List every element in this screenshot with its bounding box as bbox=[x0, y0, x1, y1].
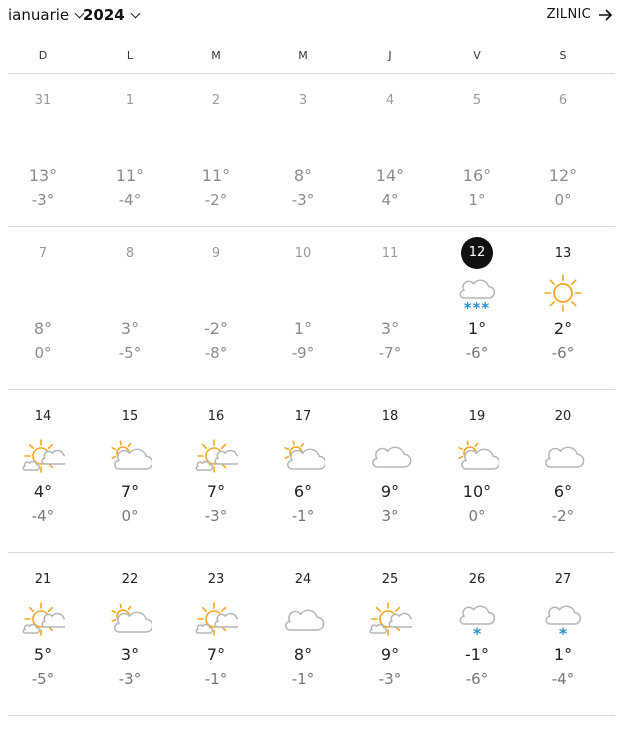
high-temp: 1° bbox=[293, 319, 313, 338]
day-cell[interactable] bbox=[0, 227, 86, 390]
high-temp: 11° bbox=[115, 166, 145, 185]
year-label: 2024 bbox=[83, 6, 125, 24]
week-row bbox=[8, 227, 615, 390]
day-cell[interactable] bbox=[87, 227, 174, 390]
low-temp: -3° bbox=[31, 191, 55, 209]
high-temp: 13° bbox=[28, 166, 58, 185]
high-temp: 9° bbox=[380, 482, 400, 501]
day-cell[interactable] bbox=[87, 553, 174, 716]
weekday-label: M bbox=[211, 49, 221, 62]
high-temp: -1° bbox=[465, 645, 489, 664]
day-number: 7 bbox=[38, 246, 48, 261]
high-temp: 3° bbox=[120, 645, 140, 664]
high-temp: 7° bbox=[120, 482, 140, 501]
high-temp: 2° bbox=[553, 319, 573, 338]
high-temp: 6° bbox=[293, 482, 313, 501]
low-temp: -5° bbox=[31, 670, 55, 688]
sun-cloud-icon bbox=[21, 436, 65, 476]
high-temp: 1° bbox=[467, 319, 487, 338]
day-cell[interactable] bbox=[173, 553, 260, 716]
day-number: 25 bbox=[381, 572, 399, 587]
low-temp: -4° bbox=[31, 507, 55, 525]
day-number: 23 bbox=[207, 572, 225, 587]
low-temp: -1° bbox=[291, 507, 315, 525]
day-number: 3 bbox=[298, 93, 308, 108]
day-number: 11 bbox=[381, 246, 399, 261]
day-cell[interactable] bbox=[347, 74, 434, 237]
high-temp: 1° bbox=[553, 645, 573, 664]
weekday-label: J bbox=[388, 49, 392, 62]
high-temp: 3° bbox=[380, 319, 400, 338]
sun-cloud-icon bbox=[21, 599, 65, 639]
arrow-right-icon bbox=[598, 9, 613, 21]
day-number: 2 bbox=[211, 93, 221, 108]
low-temp: -7° bbox=[378, 344, 402, 362]
high-temp: 6° bbox=[553, 482, 573, 501]
day-number: 31 bbox=[34, 93, 52, 108]
week-row bbox=[8, 74, 615, 227]
svg-text:***: *** bbox=[463, 299, 491, 313]
day-cell[interactable] bbox=[434, 553, 521, 716]
day-number: 8 bbox=[125, 246, 135, 261]
day-number: 27 bbox=[554, 572, 572, 587]
high-temp: 5° bbox=[33, 645, 53, 664]
sun-cloud-icon bbox=[368, 599, 412, 639]
low-temp: 1° bbox=[468, 191, 486, 209]
day-cell[interactable] bbox=[87, 74, 174, 237]
day-number: 20 bbox=[554, 409, 572, 424]
chevron-down-icon bbox=[130, 8, 140, 18]
day-cell[interactable] bbox=[173, 227, 260, 390]
high-temp: 14° bbox=[375, 166, 405, 185]
snow-heavy-icon bbox=[455, 273, 499, 313]
day-cell[interactable] bbox=[347, 390, 434, 553]
day-number: 13 bbox=[554, 246, 572, 261]
day-number: 5 bbox=[472, 93, 482, 108]
partly-cloudy-icon bbox=[281, 436, 325, 476]
high-temp: 7° bbox=[206, 482, 226, 501]
day-number: 12 bbox=[461, 237, 493, 269]
day-cell[interactable] bbox=[173, 74, 260, 237]
day-number: 18 bbox=[381, 409, 399, 424]
week-row bbox=[8, 390, 615, 553]
day-number: 16 bbox=[207, 409, 225, 424]
high-temp: 7° bbox=[206, 645, 226, 664]
low-temp: -4° bbox=[551, 670, 575, 688]
low-temp: 0° bbox=[121, 507, 139, 525]
low-temp: -6° bbox=[465, 344, 489, 362]
day-cell[interactable] bbox=[434, 74, 521, 237]
day-number: 26 bbox=[468, 572, 486, 587]
partly-cloudy-icon bbox=[108, 599, 152, 639]
month-label: ianuarie bbox=[8, 6, 70, 24]
day-cell[interactable] bbox=[347, 553, 434, 716]
weekday-label: V bbox=[473, 49, 481, 62]
low-temp: -6° bbox=[551, 344, 575, 362]
day-cell[interactable] bbox=[0, 553, 86, 716]
high-temp: 11° bbox=[201, 166, 231, 185]
day-number: 21 bbox=[34, 572, 52, 587]
day-number: 4 bbox=[385, 93, 395, 108]
daily-label: ZILNIC bbox=[546, 7, 591, 22]
high-temp: 8° bbox=[293, 166, 313, 185]
low-temp: -3° bbox=[118, 670, 142, 688]
day-number: 10 bbox=[294, 246, 312, 261]
year-select[interactable] bbox=[83, 6, 139, 24]
high-temp: 8° bbox=[293, 645, 313, 664]
week-row bbox=[8, 553, 615, 716]
high-temp: 8° bbox=[33, 319, 53, 338]
high-temp: 10° bbox=[462, 482, 492, 501]
low-temp: -2° bbox=[551, 507, 575, 525]
day-cell[interactable] bbox=[520, 227, 607, 390]
low-temp: 0° bbox=[554, 191, 572, 209]
low-temp: 0° bbox=[34, 344, 52, 362]
high-temp: 16° bbox=[462, 166, 492, 185]
weekday-label: S bbox=[559, 49, 567, 62]
high-temp: 12° bbox=[548, 166, 578, 185]
day-number: 15 bbox=[121, 409, 139, 424]
sun-icon bbox=[541, 273, 585, 313]
weekday-label: M bbox=[298, 49, 308, 62]
low-temp: -2° bbox=[204, 191, 228, 209]
day-cell[interactable] bbox=[520, 74, 607, 237]
day-number: 6 bbox=[558, 93, 568, 108]
day-number: 14 bbox=[34, 409, 52, 424]
month-select[interactable] bbox=[8, 6, 83, 24]
snow-icon bbox=[541, 599, 585, 639]
day-cell[interactable] bbox=[260, 74, 347, 237]
high-temp: -2° bbox=[204, 319, 228, 338]
low-temp: -9° bbox=[291, 344, 315, 362]
day-cell[interactable] bbox=[520, 553, 607, 716]
day-cell[interactable] bbox=[260, 227, 347, 390]
cloud-icon bbox=[541, 436, 585, 476]
sun-cloud-icon bbox=[194, 599, 238, 639]
day-cell-today[interactable] bbox=[434, 227, 521, 390]
low-temp: -1° bbox=[291, 670, 315, 688]
day-cell[interactable] bbox=[173, 390, 260, 553]
day-number: 24 bbox=[294, 572, 312, 587]
low-temp: 4° bbox=[381, 191, 399, 209]
day-cell[interactable] bbox=[260, 390, 347, 553]
high-temp: 4° bbox=[33, 482, 53, 501]
day-cell[interactable] bbox=[347, 227, 434, 390]
high-temp: 9° bbox=[380, 645, 400, 664]
cloud-icon bbox=[368, 436, 412, 476]
low-temp: -1° bbox=[204, 670, 228, 688]
low-temp: 0° bbox=[468, 507, 486, 525]
low-temp: -4° bbox=[118, 191, 142, 209]
snow-icon bbox=[455, 599, 499, 639]
day-number: 9 bbox=[211, 246, 221, 261]
svg-text:*: * bbox=[558, 624, 568, 639]
weekday-label: D bbox=[38, 49, 48, 62]
low-temp: -8° bbox=[204, 344, 228, 362]
day-cell[interactable] bbox=[434, 390, 521, 553]
partly-cloudy-icon bbox=[455, 436, 499, 476]
low-temp: -5° bbox=[118, 344, 142, 362]
low-temp: -3° bbox=[204, 507, 228, 525]
low-temp: -3° bbox=[378, 670, 402, 688]
high-temp: 3° bbox=[120, 319, 140, 338]
day-number: 19 bbox=[468, 409, 486, 424]
day-cell[interactable] bbox=[0, 74, 86, 237]
day-number: 1 bbox=[125, 93, 135, 108]
day-number: 22 bbox=[121, 572, 139, 587]
low-temp: -3° bbox=[291, 191, 315, 209]
partly-cloudy-icon bbox=[108, 436, 152, 476]
day-cell[interactable] bbox=[260, 553, 347, 716]
cloud-icon bbox=[281, 599, 325, 639]
day-cell[interactable] bbox=[520, 390, 607, 553]
svg-text:*: * bbox=[472, 624, 482, 639]
day-number: 17 bbox=[294, 409, 312, 424]
weekday-label: L bbox=[126, 49, 134, 62]
day-cell[interactable] bbox=[87, 390, 174, 553]
low-temp: 3° bbox=[381, 507, 399, 525]
calendar-header bbox=[0, 0, 619, 36]
sun-cloud-icon bbox=[194, 436, 238, 476]
daily-view-link[interactable] bbox=[547, 7, 613, 22]
weekday-header bbox=[8, 40, 615, 74]
low-temp: -6° bbox=[465, 670, 489, 688]
day-cell[interactable] bbox=[0, 390, 86, 553]
